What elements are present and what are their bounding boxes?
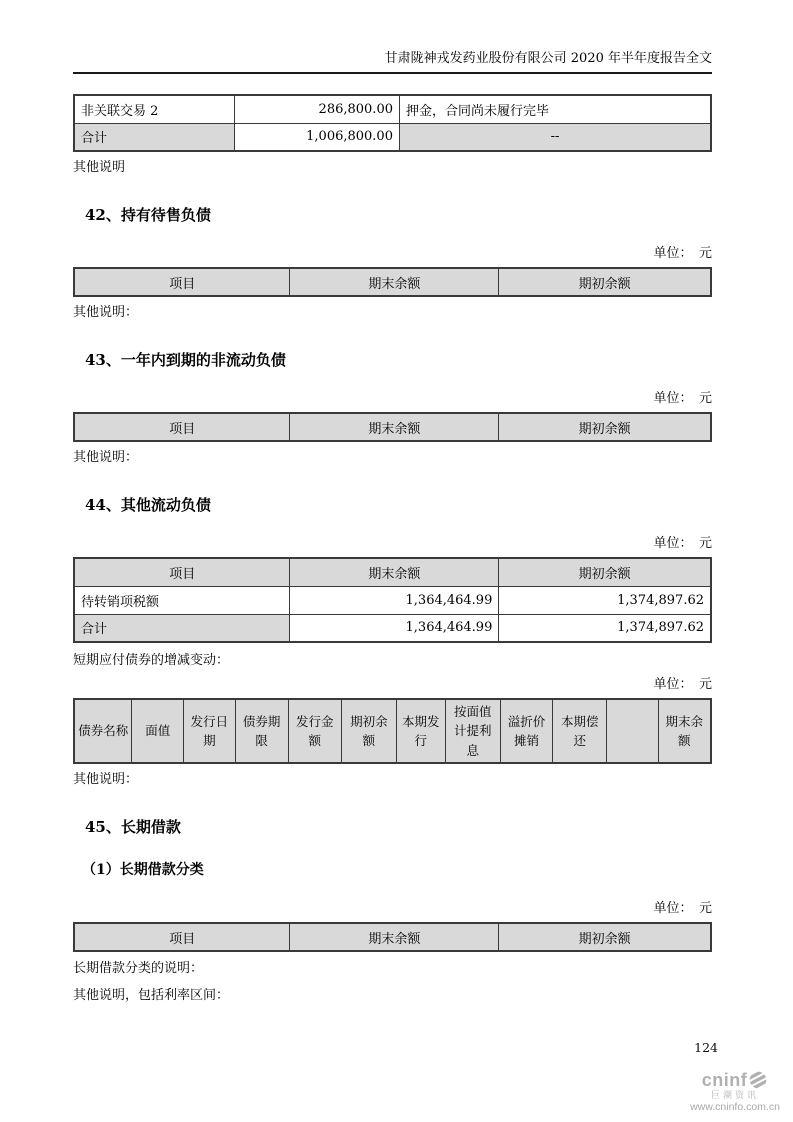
- cninfo-brand-cn: 巨潮资讯: [710, 1090, 759, 1100]
- cninfo-watermark: [680, 1070, 790, 1114]
- cell-opening-balance: 1,374,897.62: [499, 614, 711, 642]
- col-header-closing-balance: 期末余额: [290, 268, 499, 296]
- section-45-subtitle: （1）长期借款分类: [82, 862, 204, 879]
- bond-change-intro: 短期应付债券的增减变动：: [73, 653, 230, 668]
- col-header-bond-name: 债券名称: [74, 699, 132, 763]
- col-header-blank: [606, 699, 658, 763]
- col-header-repaid-this-period: 本期偿还: [553, 699, 607, 763]
- col-header-premium-discount-amortization: 溢折价摊销: [500, 699, 553, 763]
- col-header-item: 项目: [74, 413, 290, 441]
- col-header-item: 项目: [74, 558, 290, 586]
- table-header-row: [74, 413, 711, 441]
- col-header-issued-this-period: 本期发行: [396, 699, 445, 763]
- cninfo-brand-text: cninf: [701, 1070, 748, 1090]
- col-header-issue-amount: 发行金额: [288, 699, 342, 763]
- cninfo-logo-icon: [748, 1070, 768, 1090]
- table-row-total: [74, 123, 711, 151]
- page-header-title: 甘肃陇神戎发药业股份有限公司 2020 年半年度报告全文: [384, 51, 712, 66]
- table-row: [74, 95, 711, 123]
- other-current-liabilities-table: [73, 557, 712, 643]
- unit-label: 单位： 元: [653, 677, 712, 692]
- short-term-bonds-table: [73, 698, 712, 764]
- note-loan-classification: 长期借款分类的说明：: [73, 961, 204, 977]
- cell-item: 非关联交易 2: [74, 95, 235, 123]
- noncurrent-liabilities-due-within-one-year-table: [73, 412, 712, 442]
- cninfo-brand-row: [680, 1070, 790, 1090]
- col-header-closing-balance: 期末余额: [290, 558, 499, 586]
- col-header-opening-balance: 期初余额: [499, 923, 711, 951]
- section-42-title: 42、持有待售负债: [85, 206, 211, 224]
- col-header-issue-date: 发行日期: [184, 699, 236, 763]
- table-header-row: [74, 268, 711, 296]
- table-header-row: [74, 699, 711, 763]
- col-header-bond-term: 债券期限: [235, 699, 288, 763]
- page-number: 124: [694, 1040, 718, 1055]
- unit-label: 单位： 元: [653, 391, 712, 406]
- col-header-opening-balance: 期初余额: [499, 413, 711, 441]
- cell-item: 合计: [74, 614, 290, 642]
- unit-label: 单位： 元: [653, 246, 712, 261]
- col-header-opening-balance: 期初余额: [499, 558, 711, 586]
- cell-note: --: [399, 123, 711, 151]
- section-43-title: 43、一年内到期的非流动负债: [85, 351, 286, 369]
- col-header-closing-balance: 期末余额: [290, 413, 499, 441]
- cell-item: 合计: [74, 123, 235, 151]
- cell-note: 押金，合同尚未履行完毕: [399, 95, 711, 123]
- table-row-total: [74, 614, 711, 642]
- note-other-including-rate-range: 其他说明，包括利率区间：: [73, 988, 230, 1004]
- unit-label: 单位： 元: [653, 536, 712, 551]
- cell-opening-balance: 1,374,897.62: [499, 586, 711, 614]
- col-header-item: 项目: [74, 923, 290, 951]
- col-header-face-value: 面值: [132, 699, 184, 763]
- unit-label: 单位： 元: [653, 901, 712, 917]
- cell-item: 待转销项税额: [74, 586, 290, 614]
- table-header-row: [74, 923, 711, 951]
- col-header-closing-balance: 期末余额: [290, 923, 499, 951]
- section-45-title: 45、长期借款: [85, 818, 181, 837]
- col-header-interest-at-face-value: 按面值计提利息: [445, 699, 500, 763]
- table-row: [74, 586, 711, 614]
- footnote-other-notes: 其他说明: [73, 160, 126, 175]
- cell-amount: 1,006,800.00: [235, 123, 400, 151]
- col-header-opening-balance: 期初余额: [342, 699, 397, 763]
- cell-amount: 286,800.00: [235, 95, 400, 123]
- table-header-row: [74, 558, 711, 586]
- cell-closing-balance: 1,364,464.99: [290, 614, 499, 642]
- col-header-closing-balance: 期末余额: [658, 699, 711, 763]
- footnote-other-notes: 其他说明：: [73, 450, 139, 465]
- cell-closing-balance: 1,364,464.99: [290, 586, 499, 614]
- carryover-transactions-table: [73, 94, 712, 152]
- footnote-other-notes: 其他说明：: [73, 772, 139, 788]
- cninfo-url: www.cninfo.com.cn: [690, 1101, 780, 1113]
- page-header: [73, 0, 712, 74]
- col-header-opening-balance: 期初余额: [499, 268, 711, 296]
- long-term-loans-table: [73, 922, 712, 952]
- col-header-item: 项目: [74, 268, 290, 296]
- section-44-title: 44、其他流动负债: [85, 496, 211, 514]
- held-for-sale-liabilities-table: [73, 267, 712, 297]
- footnote-other-notes: 其他说明：: [73, 305, 139, 320]
